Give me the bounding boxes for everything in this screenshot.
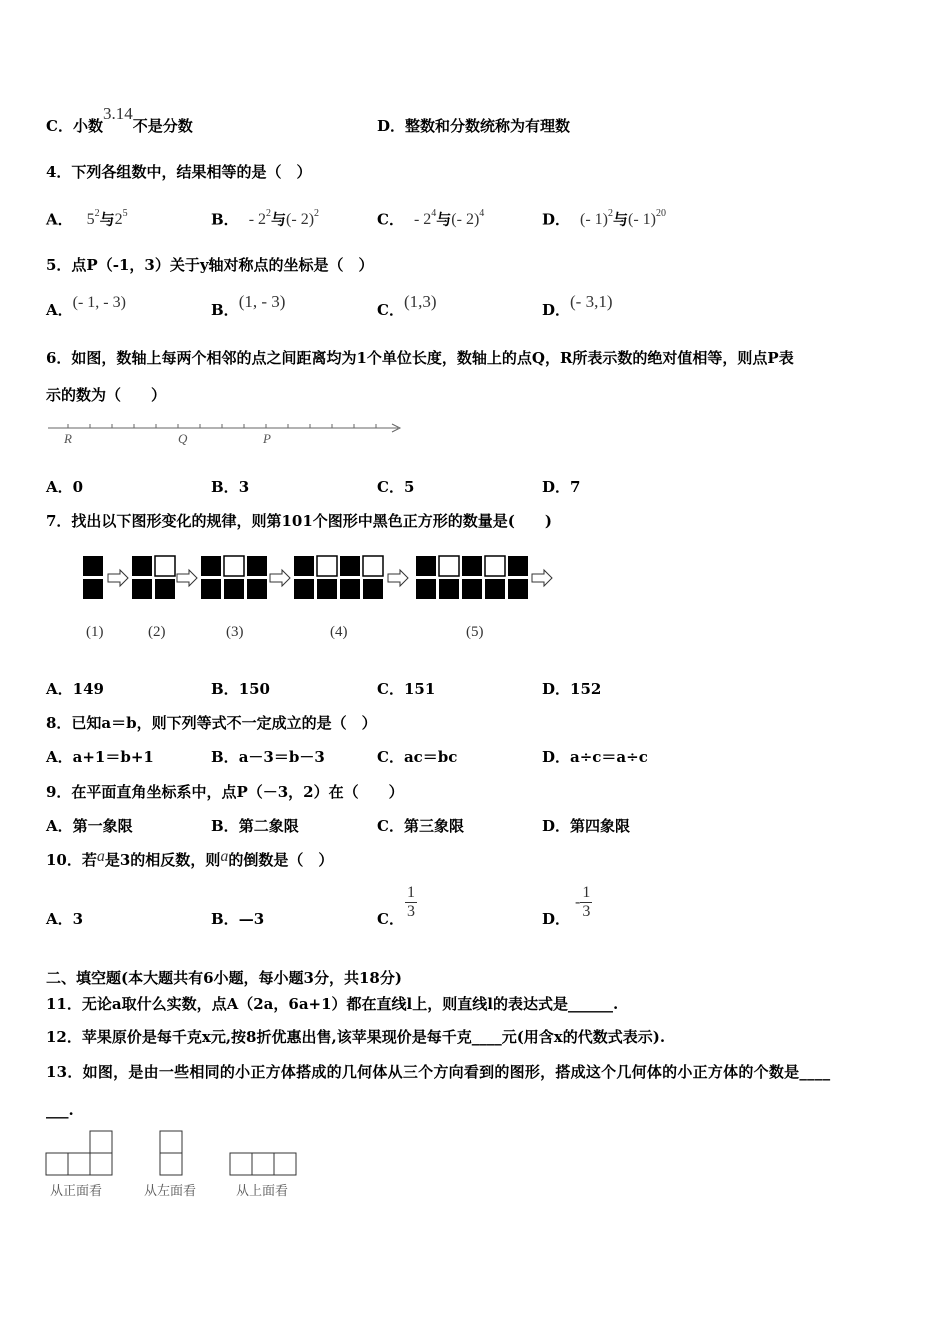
q5-option-c: C．(1,3)	[377, 292, 437, 319]
q11-text: 11．无论a取什么实数，点A（2a，6a+1）都在直线l上，则直线l的表达式是______.	[46, 995, 619, 1013]
q3-option-c: C．小数3.14不是分数	[46, 104, 193, 135]
q5-option-b: B．(1, - 3)	[211, 292, 286, 319]
arrow-icon	[177, 570, 197, 586]
pattern-3	[201, 556, 267, 599]
q5-option-d: D．(- 3,1)	[542, 292, 613, 319]
var-a: a	[96, 848, 105, 865]
q10-option-c-letter: C．	[377, 910, 404, 928]
q9-option-c: C．第三象限	[377, 817, 464, 835]
q6-option-b: B．3	[211, 478, 250, 496]
q7-option-c: C．151	[377, 680, 436, 698]
q3-option-d: D．整数和分数统称为有理数	[377, 117, 571, 135]
three-views-figure	[44, 1128, 314, 1176]
fraction-one-third: $\frac{1}{3}$	[407, 884, 415, 920]
q7-option-d: D．152	[542, 680, 602, 698]
q4-option-d: D． (- 1)$^2$与(- 1)$^{20}$	[542, 208, 666, 229]
q5-option-a: A．(- 1, - 3)	[46, 294, 126, 319]
q4-stem: 4．下列各组数中，结果相等的是（ ）	[46, 163, 312, 181]
q6-stem-line2: 示的数为（ ）	[46, 386, 167, 404]
arrow-icon	[388, 570, 408, 586]
q9-option-b: B．第二象限	[211, 817, 299, 835]
left-view	[160, 1131, 182, 1175]
q9-stem: 9．在平面直角坐标系中，点P（－3，2）在（ ）	[46, 783, 404, 801]
q13-line1: 13．如图，是由一些相同的小正方体搭成的几何体从三个方向看到的图形，搭成这个几何体的小正方体的个数是____	[46, 1063, 831, 1081]
q12-text: 12．苹果原价是每千克x元,按8折优惠出售,该苹果现价是每千克____元(用含x的代数式表示).	[46, 1028, 666, 1046]
pattern-5	[416, 556, 528, 599]
q6-stem-line1: 6．如图，数轴上每两个相邻的点之间距离均为1个单位长度，数轴上的点Q，R所表示数的绝对值相等，则点P表	[46, 349, 794, 367]
pattern-svg	[80, 554, 560, 604]
q8-option-b: B．a－3＝b－3	[211, 748, 325, 766]
q6-option-a: A．0	[46, 478, 84, 496]
fraction-negative-one-third: - $\frac{1}{3}$	[575, 884, 591, 920]
view-label-top: 从上面看	[236, 1184, 289, 1199]
pattern-2	[132, 556, 175, 599]
pattern-1	[83, 556, 103, 599]
arrow-icon	[270, 570, 290, 586]
q7-option-a: A．149	[46, 680, 104, 698]
q8-option-d: D．a÷c＝a÷c	[542, 748, 648, 766]
q10-option-d-letter: D．	[542, 910, 571, 928]
point-p-label: P	[263, 431, 271, 446]
view-label-front: 从正面看	[50, 1184, 103, 1199]
three-views-svg	[44, 1128, 314, 1176]
figure-label-1: (1)	[86, 624, 104, 640]
q4-option-a: A． $5^2$与$2^5$	[46, 208, 128, 229]
number-line-figure	[46, 418, 406, 452]
top-view	[230, 1153, 296, 1175]
q7-option-b: B．150	[211, 680, 270, 698]
q7-stem: 7．找出以下图形变化的规律，则第101个图形中黑色正方形的数量是( )	[46, 512, 552, 530]
math-3-14: 3.14	[102, 104, 133, 123]
number-line-ticks	[68, 424, 376, 428]
q6-option-c: C．5	[377, 478, 415, 496]
q8-option-c: C．ac＝bc	[377, 748, 458, 766]
q10-option-a: A．3	[46, 910, 84, 928]
view-label-left: 从左面看	[144, 1184, 197, 1199]
arrow-icon	[108, 570, 128, 586]
q9-option-d: D．第四象限	[542, 817, 631, 835]
figure-label-5: (5)	[466, 624, 484, 640]
arrow-icon	[532, 570, 552, 586]
figure-label-3: (3)	[226, 624, 244, 640]
number-line-svg	[46, 418, 406, 452]
pattern-4	[294, 556, 383, 599]
point-q-label: Q	[178, 431, 188, 446]
point-r-label: R	[64, 431, 72, 446]
figure-label-4: (4)	[330, 624, 348, 640]
q4-option-b: B． - $2^2$与(- 2)$^2$	[211, 208, 320, 229]
q4-option-c: C． - $2^4$与(- 2)$^4$	[377, 208, 485, 229]
front-view	[46, 1131, 112, 1175]
q5-stem: 5．点P（-1，3）关于y轴对称点的坐标是（ ）	[46, 256, 374, 274]
q9-option-a: A．第一象限	[46, 817, 133, 835]
section-2-title: 二、填空题(本大题共有6小题，每小题3分，共18分)	[46, 969, 402, 987]
q8-stem: 8．已知a＝b，则下列等式不一定成立的是（ ）	[46, 714, 377, 732]
q6-option-d: D．7	[542, 478, 581, 496]
q8-option-a: A．a+1＝b+1	[46, 748, 154, 766]
q13-line2: ___.	[46, 1101, 74, 1119]
var-a: a	[220, 848, 229, 865]
pattern-figure	[80, 554, 560, 604]
q10-option-b: B．—3	[211, 910, 265, 928]
figure-label-2: (2)	[148, 624, 166, 640]
q10-stem: 10．若a是3的相反数，则a的倒数是（ ）	[46, 848, 334, 869]
